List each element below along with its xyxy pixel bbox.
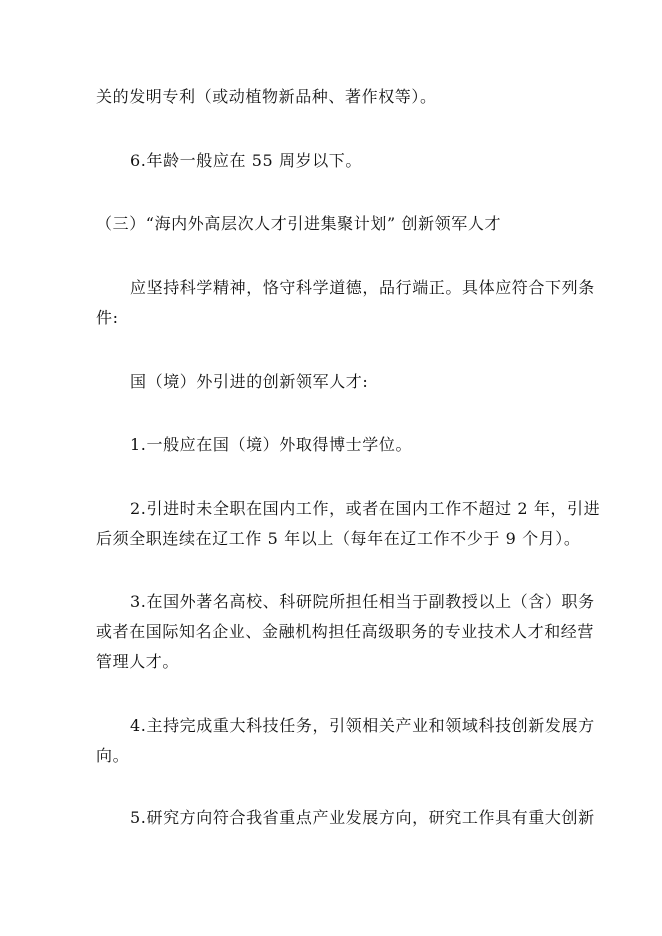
section-heading-3: （三）“海内外高层次人才引进集聚计划” 创新领军人才 bbox=[96, 214, 502, 233]
text-line-item-3-cont2: 管理人才。 bbox=[96, 652, 180, 671]
text-line-item-6-age: 6.年龄一般应在 55 周岁以下。 bbox=[130, 151, 362, 170]
text-line-item-3: 3.在国外著名高校、科研院所担任相当于副教授以上（含）职务 bbox=[130, 592, 595, 611]
text-line-intro: 应坚持科学精神，恪守科学道德，品行端正。具体应符合下列条 bbox=[130, 278, 595, 297]
text-line-item-2: 2.引进时未全职在国内工作，或者在国内工作不超过 2 年，引进 bbox=[130, 499, 601, 518]
text-line-item-4: 4.主持完成重大科技任务，引领相关产业和领域科技创新发展方 bbox=[130, 716, 595, 735]
text-line-intro-cont: 件: bbox=[96, 308, 119, 327]
text-line-item-3-cont: 或者在国际知名企业、金融机构担任高级职务的专业技术人才和经营 bbox=[96, 622, 595, 641]
subheading-overseas-talent: 国（境）外引进的创新领军人才: bbox=[130, 372, 369, 391]
text-line-item-1: 1.一般应在国（境）外取得博士学位。 bbox=[130, 435, 413, 454]
text-line-item-5: 5.研究方向符合我省重点产业发展方向，研究工作具有重大创新 bbox=[130, 808, 595, 827]
text-line-item-4-cont: 向。 bbox=[96, 746, 130, 765]
text-line-continuation-patent: 关的发明专利（或动植物新品种、著作权等）。 bbox=[96, 87, 437, 106]
text-line-item-2-cont: 后须全职连续在辽工作 5 年以上（每年在辽工作不少于 9 个月）。 bbox=[96, 529, 581, 548]
